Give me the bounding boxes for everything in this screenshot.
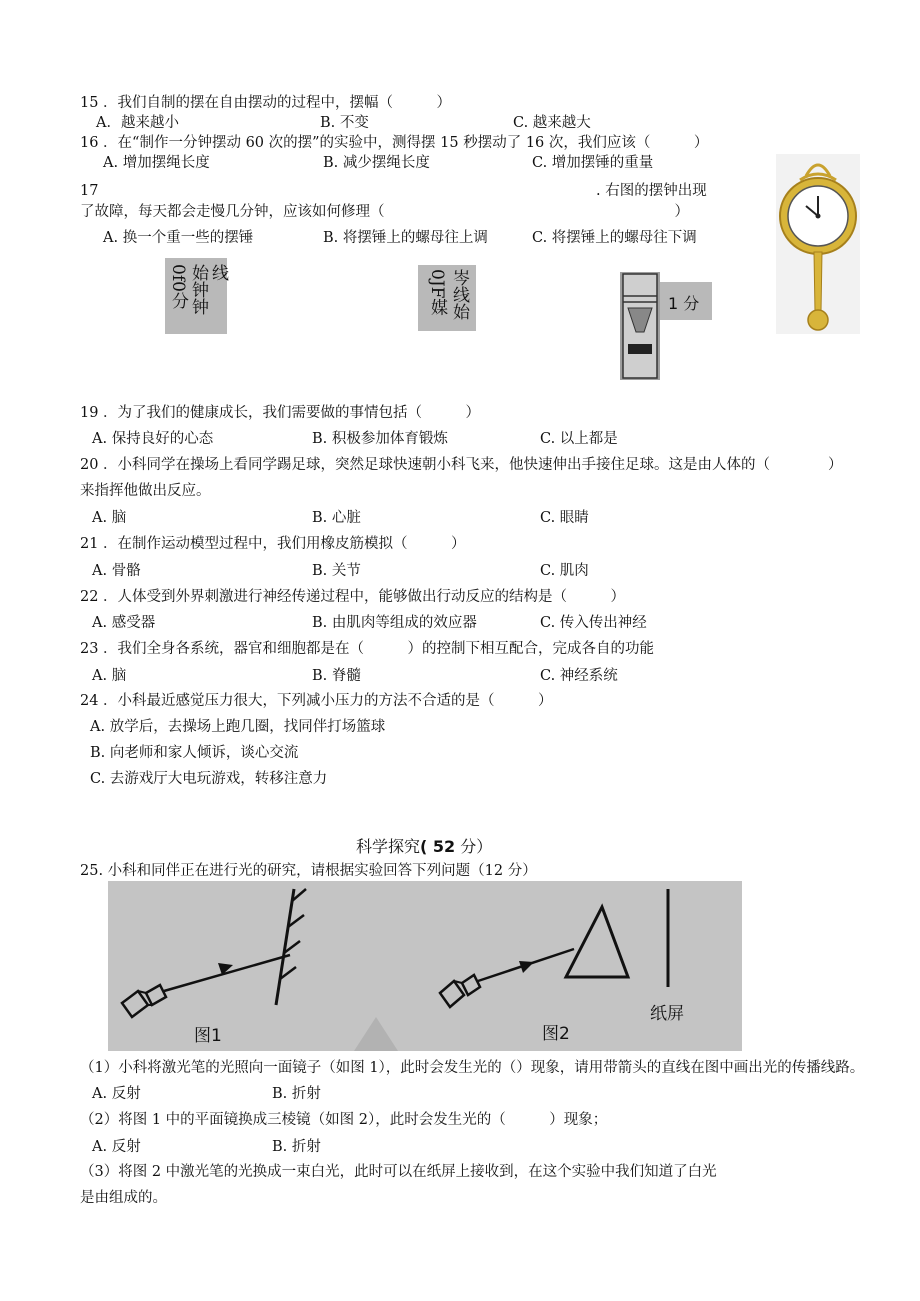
q22-option-b: B. 由肌肉等组成的效应器 [312, 615, 477, 631]
q16-option-a: A. 增加摆绳长度 [103, 155, 210, 171]
laser-pen-1-icon [122, 985, 166, 1017]
fig2-label: 图2 [542, 1024, 570, 1044]
q20-option-c: C. 眼睛 [540, 510, 589, 526]
fig1-label: 图1 [194, 1026, 222, 1046]
pendulum-clock-picture [776, 154, 860, 334]
q17-option-c: C. 将摆锤上的螺母往下调 [532, 230, 697, 246]
q25-part3: （3）将图 2 中激光笔的光换成一束白光，此时可以在纸屏上接收到，在这个实验中我们知道了白光 [80, 1164, 717, 1180]
q19-option-c: C. 以上都是 [540, 431, 618, 447]
q24-stem: 24 ．小科最近感觉压力很大，下列减小压力的方法不合适的是（ ） [80, 693, 553, 709]
card2-column-b: 岑线始 [449, 269, 469, 320]
q25-part2: （2）将图 1 中的平面镜换成三棱镜（如图 2），此时会发生光的（ ）现象； [80, 1112, 608, 1128]
q16-stem: 16 ．在“制作一分钟摆动 60 次的摆”的实验中，测得摆 15 秒摆动了 16 次，我们应该（ ） [80, 135, 709, 151]
q17-option-b: B. 将摆锤上的螺母往上调 [323, 230, 488, 246]
fig2-ray-arrow-icon [519, 961, 534, 973]
fig1-light-ray [164, 955, 290, 991]
fig18-card-3 [602, 268, 712, 380]
q21-option-a: A. 骨骼 [92, 563, 141, 579]
card1-column-a: 0f0分 [168, 264, 188, 309]
q22-option-a: A. 感受器 [92, 615, 156, 631]
q17-stem-right: . 右图的摆钟出现 [596, 183, 707, 199]
prism-icon [566, 907, 628, 977]
paper-screen-label: 纸屏 [650, 1004, 684, 1024]
q25-stem: 25. 小科和同伴正在进行光的研究，请根据实验回答下列问题（12 分） [80, 863, 537, 879]
q15-stem: 15 ．我们自制的摆在自由摆动的过程中，摆幅（ ） [80, 95, 452, 111]
q21-option-c: C. 肌肉 [540, 563, 589, 579]
q25-part1-option-b: B. 折射 [272, 1086, 321, 1102]
q21-option-b: B. 关节 [312, 563, 361, 579]
section-title-score: ( 52 [420, 837, 456, 856]
light-experiment-photo [108, 881, 742, 1051]
card3-label-box [660, 282, 712, 320]
q23-option-a: A. 脑 [92, 668, 127, 684]
q20-option-b: B. 心脏 [312, 510, 361, 526]
section-title-prefix: 科学探究 [356, 837, 421, 856]
card2-column-a: 0JF媒 [427, 269, 447, 316]
card1-column-c: 线 [208, 264, 228, 281]
q20-option-a: A. 脑 [92, 510, 127, 526]
q17-number: 17 [80, 183, 99, 199]
section-title-suffix: 分） [455, 837, 493, 856]
fig18-card-2 [418, 265, 476, 331]
pendulum-clock-icon [776, 154, 860, 334]
q25-part3-continued: 是由组成的。 [80, 1190, 167, 1206]
card3-label: 1 分 [668, 294, 700, 313]
q23-option-c: C. 神经系统 [540, 668, 618, 684]
q16-option-b: B. 减少摆绳长度 [323, 155, 430, 171]
q22-stem: 22 ．人体受到外界刺激进行神经传递过程中，能够做出行动反应的结构是（ ） [80, 589, 626, 605]
section-title [356, 834, 492, 857]
card1-column-b: 始钟钟 [188, 264, 208, 315]
q25-part1-option-a: A. 反射 [92, 1086, 141, 1102]
q17-stem-continued: 了故障，每天都会走慢几分钟，应该如何修理（ ） [80, 204, 689, 220]
q19-option-b: B. 积极参加体育锻炼 [312, 431, 448, 447]
q25-part2-option-a: A. 反射 [92, 1139, 141, 1155]
q15-option-c: C. 越来越大 [513, 115, 591, 131]
q25-part1: （1）小科将激光笔的光照向一面镜子（如图 1），此时会发生光的（）现象，请用带箭头的直线在图中画出光的传播线路。 [80, 1060, 865, 1076]
q24-option-b: B. 向老师和家人倾诉，谈心交流 [90, 745, 299, 761]
q15-option-a: A．越来越小 [96, 115, 179, 131]
laser-pen-2-icon [440, 975, 480, 1007]
mirror-icon [276, 889, 306, 1005]
q20-stem-continued: 来指挥他做出反应。 [80, 483, 211, 499]
q25-part2-option-b: B. 折射 [272, 1139, 321, 1155]
q20-stem: 20 ．小科同学在操场上看同学踢足球，突然足球快速朝小科飞来，他快速伸出手接住足球。这是由人体的（ ） [80, 457, 843, 473]
q24-option-c: C. 去游戏厅大电玩游戏，转移注意力 [90, 771, 328, 787]
sand-timer-icon [620, 272, 660, 380]
q23-stem: 23 ．我们全身各系统，器官和细胞都是在（ ）的控制下相互配合，完成各自的功能 [80, 641, 655, 657]
q21-stem: 21 ．在制作运动模型过程中，我们用橡皮筋模拟（ ） [80, 536, 466, 552]
q16-option-c: C. 增加摆锤的重量 [532, 155, 654, 171]
card3-tube [620, 272, 660, 380]
q15-option-b: B. 不变 [320, 115, 369, 131]
q23-option-b: B. 脊髓 [312, 668, 361, 684]
q19-option-a: A. 保持良好的心态 [92, 431, 214, 447]
fig18-card-1 [165, 258, 227, 334]
q17-option-a: A. 换一个重一些的摆锤 [103, 230, 254, 246]
q22-option-c: C. 传入传出神经 [540, 615, 647, 631]
q19-stem: 19 ．为了我们的健康成长，我们需要做的事情包括（ ） [80, 405, 481, 421]
q24-option-a: A. 放学后，去操场上跑几圈，找同伴打场篮球 [90, 719, 386, 735]
